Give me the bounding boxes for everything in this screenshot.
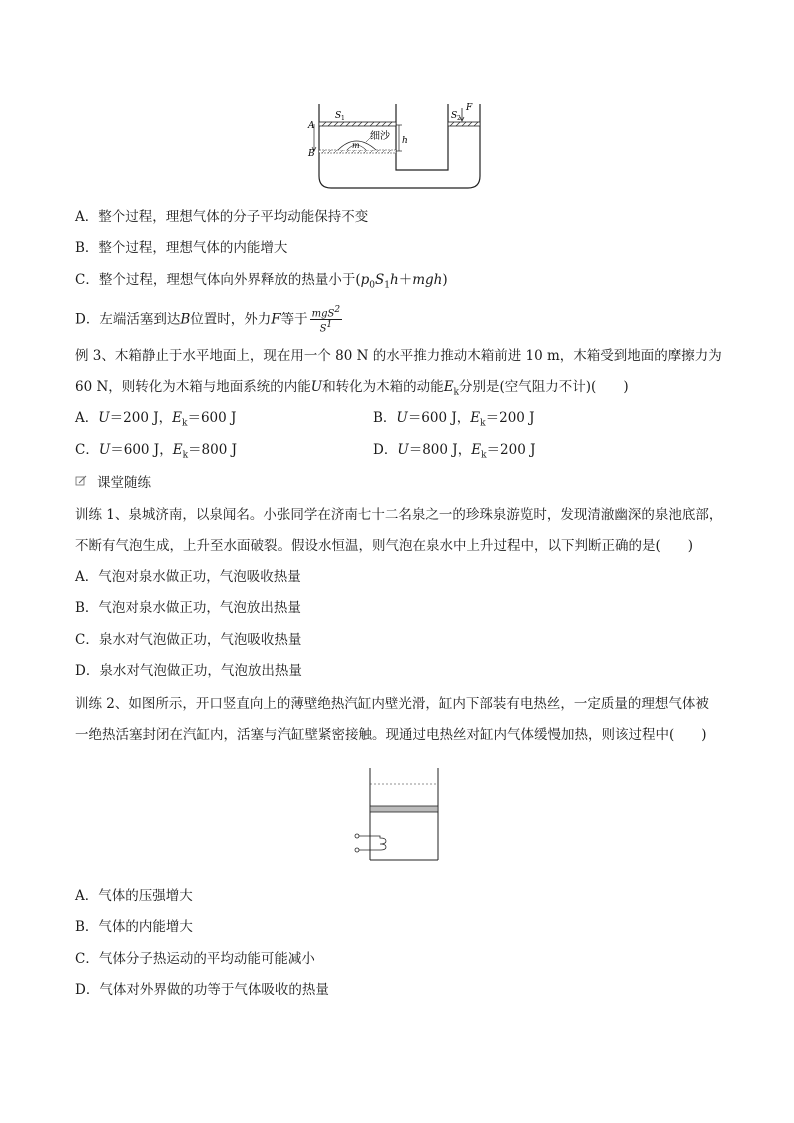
var-mgh: mgh bbox=[412, 272, 443, 288]
label-m: m bbox=[352, 141, 360, 150]
var-b: B bbox=[180, 311, 191, 328]
prev-option-c-pre: C．整个过程，理想气体向外界释放的热量小于( bbox=[75, 272, 361, 288]
fraction-denominator: $S^1$ bbox=[319, 320, 333, 335]
label-b: B bbox=[308, 149, 315, 159]
cylinder-heater-figure bbox=[350, 766, 445, 862]
train2-line1: 训练 2、如图所示，开口竖直向上的薄壁绝热汽缸内壁光滑，缸内下部装有电热丝，一定质量的理想气体被 bbox=[75, 696, 709, 712]
prev-option-d bbox=[75, 305, 342, 335]
var-h: h bbox=[389, 272, 399, 288]
example3-option-d: D．U＝800 J，$E_k=200$ J bbox=[373, 442, 536, 461]
var-s-sub: 1 bbox=[384, 280, 390, 291]
train2-option-b: B．气体的内能增大 bbox=[75, 919, 193, 935]
label-a: A bbox=[308, 121, 315, 131]
label-sand: 细沙 bbox=[370, 131, 390, 142]
label-s1: S bbox=[335, 111, 342, 121]
u-tube-piston-figure bbox=[300, 98, 490, 190]
train1-option-c: C．泉水对气泡做正功，气泡吸收热量 bbox=[75, 632, 302, 648]
prev-option-d-mid: 位置时，外力 bbox=[190, 311, 272, 328]
var-p-sub: 0 bbox=[369, 280, 375, 291]
train2-option-d: D．气体对外界做的功等于气体吸收的热量 bbox=[75, 982, 329, 998]
example3-line2: 60 N，则转化为木箱与地面系统的内能U和转化为木箱的动能$E_k$分别是(空气阻力不计)( ) bbox=[75, 379, 629, 398]
prev-option-c-post: ) bbox=[442, 272, 448, 288]
label-f: F bbox=[466, 103, 473, 113]
var-p: p bbox=[360, 272, 370, 288]
train2-option-c: C．气体分子热运动的平均动能可能减小 bbox=[75, 951, 315, 967]
example3-option-a: A．U＝200 J，$E_k=600$ J bbox=[75, 410, 237, 429]
train2-option-a: A．气体的压强增大 bbox=[75, 888, 193, 904]
train2-line2: 一绝热活塞封闭在汽缸内，活塞与汽缸壁紧密接触。现通过电热丝对缸内气体缓慢加热，则该过程中( ) bbox=[75, 727, 707, 743]
label-s2-sub: 2 bbox=[457, 115, 461, 122]
prev-option-d-eq: 等于 bbox=[280, 311, 308, 328]
train1-option-a: A．气泡对泉水做正功，气泡吸收热量 bbox=[75, 569, 301, 585]
prev-option-b: B．整个过程，理想气体的内能增大 bbox=[75, 240, 288, 256]
label-s1-sub: 1 bbox=[341, 115, 345, 122]
label-s2: S bbox=[451, 111, 458, 121]
prev-option-c bbox=[75, 270, 448, 296]
example3-option-b: B．U＝600 J，$E_k=200$ J bbox=[373, 410, 535, 429]
prev-option-a: A．整个过程，理想气体的分子平均动能保持不变 bbox=[75, 209, 369, 225]
label-h: h bbox=[402, 136, 408, 146]
prev-option-d-pre: D．左端活塞到达 bbox=[75, 311, 181, 328]
fraction-numerator: mgS$^2$ bbox=[311, 305, 341, 320]
train1-option-b: B．气泡对泉水做正功，气泡放出热量 bbox=[75, 600, 301, 616]
section-title: 课堂随练 bbox=[97, 475, 151, 491]
fraction bbox=[310, 305, 342, 335]
train1-line1: 训练 1、泉城济南，以泉闻名。小张同学在济南七十二名泉之一的珍珠泉游览时，发现清澈幽深的泉池底部， bbox=[75, 507, 723, 523]
var-f: F bbox=[271, 311, 281, 328]
example3-line1: 例 3、木箱静止于水平地面上，现在用一个 80 N 的水平推力推动木箱前进 10 m，木箱受到地面的摩擦力为 bbox=[75, 348, 722, 364]
train1-option-d: D．泉水对气泡做正功，气泡放出热量 bbox=[75, 663, 302, 679]
section-heading bbox=[75, 473, 151, 494]
example3-option-c: C．U＝600 J，$E_k=800$ J bbox=[75, 442, 238, 461]
var-s: S bbox=[375, 272, 385, 288]
plus-sign: ＋ bbox=[398, 272, 413, 288]
train1-line2: 不断有气泡生成，上升至水面破裂。假设水恒温，则气泡在泉水中上升过程中，以下判断正确的是( ) bbox=[75, 538, 694, 554]
pencil-icon bbox=[75, 474, 89, 494]
